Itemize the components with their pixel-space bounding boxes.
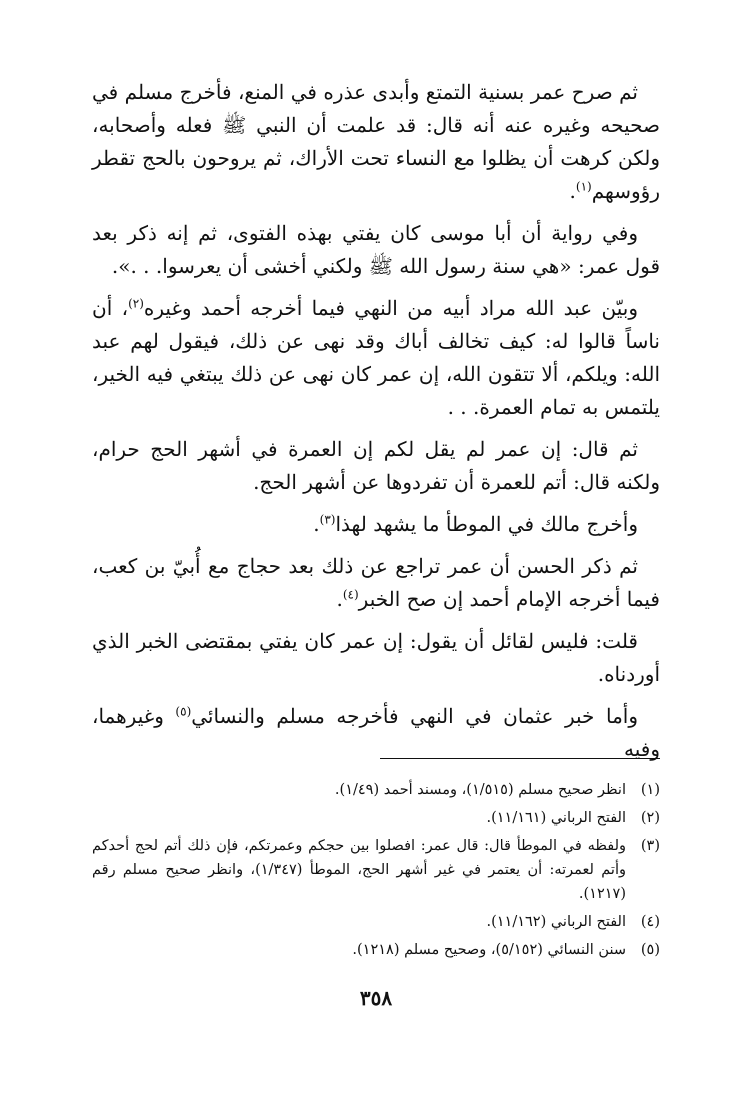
footnote-text: انظر صحيح مسلم (١/٥١٥)، ومسند أحمد (١/٤٩). — [334, 782, 626, 798]
footnote-ref-3: (٣) — [319, 512, 336, 527]
footnote-5 — [92, 938, 660, 962]
paragraph-2: وفي رواية أن أبا موسى كان يفتي بهذه الفتوى، ثم إنه ذكر بعد قول عمر: «هي سنة رسول الله ﷺ ولكني أخشى أن يعرسوا. . .». — [92, 221, 660, 278]
paragraph-3: وبيّن عبد الله مراد أبيه من النهي فيما أخرجه أحمد وغيره$^{(٢)}$، أن ناساً قالوا له: كيف تخالف أباك وقد نهى عن ذلك، فيقول لهم عبد الله: ويلكم، ألا تتقون الله، إن عمر كان نهى عن ذلك يبتغي فيه الخير، يلتمس به تمام العمرة. . . — [92, 296, 660, 419]
paragraph-1: ثم صرح عمر بسنية التمتع وأبدى عذره في المنع، فأخرج مسلم في صحيحه وغيره عنه أنه قال: قد علمت أن النبي ﷺ فعله وأصحابه، ولكن كرهت أن يظلوا مع النساء تحت الأراك، ثم يروحون بالحج تقطر رؤوسهم$^{(١)}$. — [92, 80, 660, 203]
footnote-ref-4: (٤) — [342, 587, 359, 602]
footnote-number: (٤) — [640, 914, 660, 930]
footnote-ref-2: (٢) — [128, 296, 144, 311]
footnote-ref-1: (١) — [575, 179, 592, 194]
footnote-number: (٥) — [640, 942, 660, 958]
main-text — [92, 76, 660, 775]
paragraph-5: وأخرج مالك في الموطأ ما يشهد لهذا$^{(٣)}$. — [313, 512, 638, 536]
footnote-text: ولفظه في الموطأ قال: قال عمر: افصلوا بين حجكم وعمرتكم، فإن ذلك أتم لحج أحدكم وأتم لعمرته: أن يعتمر في غير أشهر الحج، الموطأ (١/٣٤٧)، وانظر صحيح مسلم رقم (١٢١٧). — [92, 838, 626, 902]
paragraph-4: ثم قال: إن عمر لم يقل لكم إن العمرة في أشهر الحج حرام، ولكنه قال: أتم للعمرة أن تفردوها عن أشهر الحج. — [92, 437, 660, 494]
footnotes — [92, 778, 660, 966]
footnote-3 — [92, 834, 660, 906]
footnote-number: (١) — [640, 782, 660, 798]
footnote-2 — [92, 806, 660, 830]
footnote-number: (٣) — [640, 838, 660, 854]
paragraph-7: قلت: فليس لقائل أن يقول: إن عمر كان يفتي بمقتضى الخبر الذي أوردناه. — [92, 629, 660, 686]
footnote-divider — [380, 758, 660, 759]
footnote-text: الفتح الرباني (١١/١٦٢). — [486, 914, 626, 930]
footnote-4 — [92, 910, 660, 934]
footnote-ref-5: (٥) — [175, 704, 192, 719]
paragraph-6: ثم ذكر الحسن أن عمر تراجع عن ذلك بعد حجاج مع أُبيّ بن كعب، فيما أخرجه الإمام أحمد إن صح الخبر$^{(٤)}$. — [92, 554, 660, 611]
page-number: ٣٥٨ — [359, 986, 393, 1010]
footnote-number: (٢) — [640, 810, 660, 826]
paragraph-8: وأما خبر عثمان في النهي فأخرجه مسلم والنسائي$^{(٥)}$ وغيرهما، وفيه — [92, 704, 660, 761]
footnote-text: سنن النسائي (٥/١٥٢)، وصحيح مسلم (١٢١٨). — [352, 942, 626, 958]
footnote-text: الفتح الرباني (١١/١٦١). — [486, 810, 626, 826]
footnote-1 — [92, 778, 660, 802]
